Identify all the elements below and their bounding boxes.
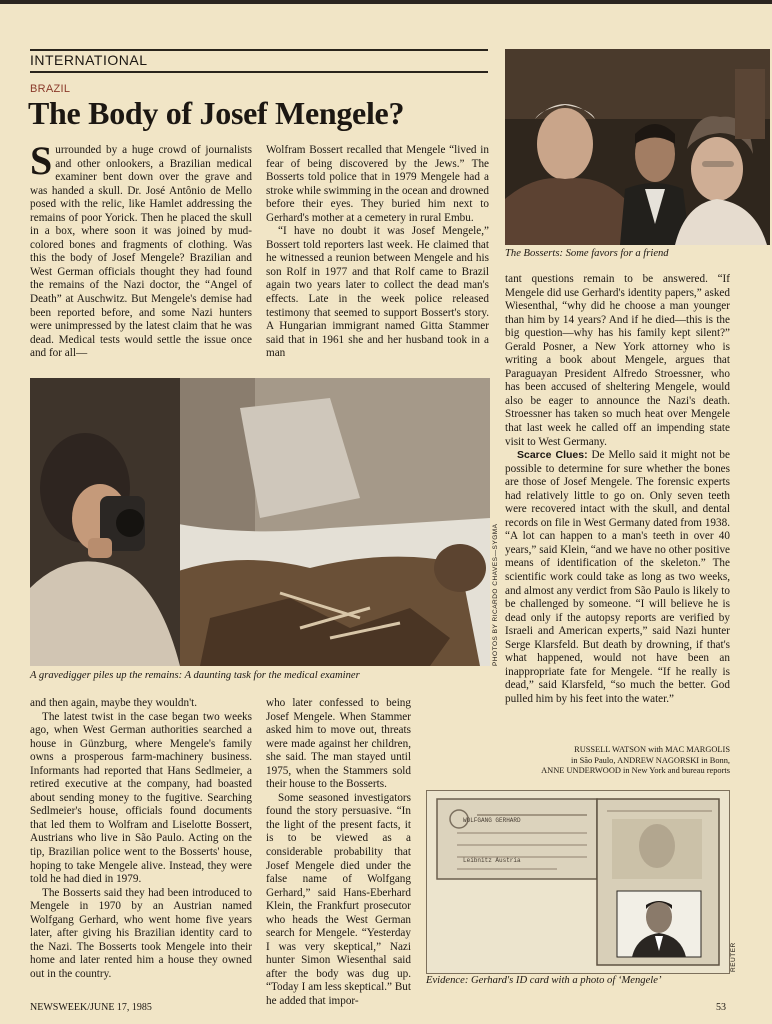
- paragraph: who later confessed to being Josef Mengele. When Stammer asked him to move out, threats were made against her children, she said. The man stayed until 1975, when the Stammers sold their house to the Bosserts.: [266, 697, 411, 791]
- paragraph: The Bosserts said they had been introduced to Mengele in 1970 by an Austrian named Wolfgang Gerhard, who went home five years later, after giving his Brazilian identity card to the Nazi. The Bosserts took Mengele into their home and later rented him a house they owned out in the country.: [30, 886, 252, 980]
- byline-line: in São Paulo, ANDREW NAGORSKI in Bonn,: [571, 755, 730, 765]
- gravedigger-photo: [30, 378, 490, 666]
- gravedigger-photo-image: [30, 378, 490, 666]
- section-label: INTERNATIONAL: [30, 52, 148, 68]
- section-rule-top: [30, 49, 488, 51]
- paragraph: and then again, maybe they wouldn't.: [30, 697, 197, 709]
- column-3: [505, 273, 730, 739]
- byline-line: RUSSELL WATSON with MAC MARGOLIS: [574, 745, 730, 754]
- bosserts-photo-image: [505, 49, 770, 245]
- headline: The Body of Josef Mengele?: [28, 95, 405, 131]
- id-card-photo: [426, 790, 730, 974]
- byline-line: ANNE UNDERWOOD in New York and bureau reports: [541, 766, 730, 775]
- bosserts-caption: The Bosserts: Some favors for a friend: [505, 248, 669, 259]
- folio-publication-date: NEWSWEEK/JUNE 17, 1985: [30, 1002, 152, 1013]
- bosserts-photo: [505, 49, 770, 245]
- paragraph: Some seasoned investigators found the story persuasive. “In the light of the present facts, it is to be viewed as a considerable probability that Josef Mengele died under the false name of Wolfgang Gerhard,” said Hans-Eberhard Klein, the Frankfurt prosecutor who heads the West German search for Mengele. “Yesterday I was very skeptical,” Nazi hunter Simon Wiesenthal said after the body was dug up. “Today I am less skeptical.” But he added that impor-: [266, 791, 411, 1008]
- id-card-name: WOLFGANG GERHARD: [463, 817, 521, 824]
- paragraph: Wolfram Bossert recalled that Mengele “lived in fear of being discovered by the Jews.” The Bosserts told police that in 1979 Mengele had a stroke while swimming in the ocean and drowned before their eyes. They buried him next to Gerhard's mother at a cemetery in rural Embu.: [266, 144, 489, 224]
- column-2-top: [266, 144, 489, 372]
- paragraph: tant questions remain to be answered. “If Mengele did use Gerhard's identity papers,” asked Wiesenthal, “why did he choose a man younger than him by 14 years? And if he died—this is the big question—why has his family kept silent?” Gerald Posner, a New York attorney who is writing a book about Mengele, argues that Paraguayan President Alfredo Stroessner, who has been accused of sheltering Mengele, would also be eager to announce the Nazi's death. Stroessner has taken so much heat over Mengele that last week he called off an impending state visit to West Germany.: [505, 273, 730, 448]
- country-label: BRAZIL: [30, 83, 71, 95]
- subhead-runin: Scarce Clues:: [517, 449, 588, 462]
- section-rule-bottom: [30, 71, 488, 73]
- photo-credit: PHOTOS BY RICARDO CHAVES—SYGMA: [492, 523, 499, 666]
- id-card-credit: REUTER: [730, 942, 737, 972]
- byline: [505, 745, 730, 777]
- column-2-bottom: [266, 697, 411, 1008]
- id-card-birthplace: Leibnitz Austria: [463, 857, 521, 864]
- column-1-bottom: [30, 697, 252, 989]
- paragraph: The latest twist in the case began two weeks ago, when West German authorities searched a house in Günzburg, where Mengele's family owns a prosperous farm-machinery business. Informants had reported that Hans Sedlmeier, a retired executive at the company, had boasted about sending money to the fugitive. Searching Sedlmeier's house, officials found documents that led them to Wolfram and Liselotte Bossert, Austrians who live in São Paulo. Acting on the tip, Brazilian police went to the Bosserts' house, hoping to take Mengele alive. Instead, they were told he had died in 1979.: [30, 710, 252, 886]
- paragraph-text: De Mello said it might not be possible to determine for sure whether the bones are those of Josef Mengele. The forensic experts had relatively little to go on. Only seven teeth were recovered intact with the skull, and dental records on file in West Germany dated from 1938. “A lot can happen to a man's teeth in over 40 years,” said Klein, “and we have no other positive means of identification of the skeleton.” The scientific work could take as long as two weeks, and almost any verdict from São Paulo is likely to be challenged by someone. “I will believe he is dead only if the autopsy reports are verified by Israeli and American experts,” said Nazi hunter Serge Klarsfeld. But death by drowning, if that's what happened, would not have been an inappropriate fate for Mengele. “If he really is dead,” said Klarsfeld, “so much the better. God pulled him by his feet into the water.”: [505, 449, 730, 705]
- drop-cap: S: [30, 138, 53, 183]
- column-1-top: [30, 138, 252, 372]
- id-card-caption: Evidence: Gerhard's ID card with a photo of ‘Mengele’: [426, 975, 662, 986]
- gravedigger-caption: A gravedigger piles up the remains: A daunting task for the medical examiner: [30, 670, 360, 681]
- page-top-edge: [0, 0, 772, 4]
- paragraph: “I have no doubt it was Josef Mengele,” Bossert told reporters last week. He claimed that he witnessed a reunion between Mengele and his son Rolf in 1977 and that Rolf came to Brazil again two years later to collect the dead man's effects. Late in the week police released testimony that seemed to support Bossert's story. A Hungarian immigrant named Gitta Stammer said that in 1961 she and her husband took in a man: [266, 225, 489, 360]
- lead-paragraph: urrounded by a huge crowd of journalists and other onlookers, a Brazilian medical examiner bent down over the grave and was handed a skull. Dr. José Antônio de Mello posed with the relic, like Hamlet addressing the remains of poor Yorick. Then he placed the skull in a box, where soon it was joined by mud-colored bones and fragments of clothing. Was this the body of Josef Mengele? Brazilian and West German officials thought they had found the remains of the Nazi doctor, the “Angel of Death” at Auschwitz. But Mengele's demise had been reported before, and some Nazi hunters were unimpressed by the latest claim that he was dead. Medical tests would settle the issue once and for all—: [30, 144, 252, 360]
- page-number: 53: [716, 1002, 726, 1013]
